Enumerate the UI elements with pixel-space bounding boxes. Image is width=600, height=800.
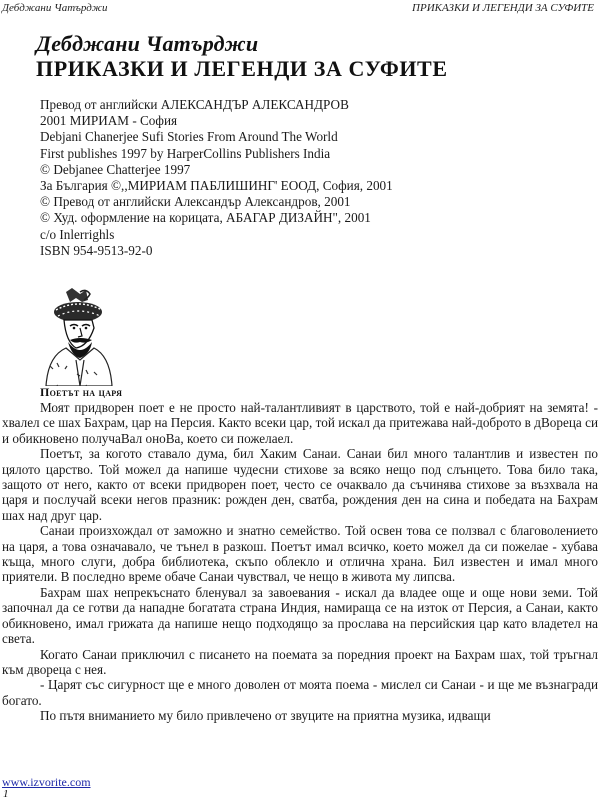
story-body <box>2 400 598 724</box>
imprint-line: Debjani Chanerjee Sufi Stories From Around The World <box>40 129 338 145</box>
imprint-line: За България ©,,МИРИАМ ПАБЛИШИНГ' ЕООД, София, 2001 <box>40 178 393 194</box>
story-paragraph: Поетът, за когото ставало дума, бил Хаким Санаи. Санаи бил много талантлив и известен по цялото царство. Той можел да напише чудесни стихове за всяко нещо под слънцето. Това било така, защото от него, както от всеки придворен поет, често се очаквало да съчинява стихове за възхвала на царя и послучай всеки негов празник: рожден ден, сватба, рождения ден на сина и победата на Бахрам шах над друг цар. <box>2 446 598 523</box>
page-number: 1 <box>3 788 9 800</box>
imprint-line: © Худ. оформление на корицата, АБАГАР ДИЗАЙН", 2001 <box>40 210 371 226</box>
book-title: ПРИКАЗКИ И ЛЕГЕНДИ ЗА СУФИТЕ <box>36 56 448 81</box>
story-paragraph: Бахрам шах непрекъснато бленувал за завоевания - искал да владее още и още нови земи. Той започнал да се готви да нападне богатата страна Индия, намираща се на изток от Персия, а Санаи, както обикновено, имал грижата да напише нещо подходящо за прослава на персийския цар като владетел на света. <box>2 584 598 647</box>
imprint-line: ISBN 954-9513-92-0 <box>40 242 153 258</box>
story-title: Поетът на царя <box>40 385 123 399</box>
imprint-block <box>40 97 393 259</box>
imprint-line: First publishes 1997 by HarperCollins Publishers India <box>40 145 331 161</box>
imprint-line: 2001 МИРИАМ - София <box>40 113 178 129</box>
running-header-title: ПРИКАЗКИ И ЛЕГЕНДИ ЗА СУФИТЕ <box>412 2 594 14</box>
running-header <box>2 1 594 15</box>
imprint-line: Превод от английски АЛЕКСАНДЪР АЛЕКСАНДРОВ <box>40 97 349 112</box>
imprint-line: © Debjanee Chatterjee 1997 <box>40 161 191 177</box>
title-block <box>36 32 448 82</box>
story-paragraph: Когато Санаи приключил с писането на поемата за поредния проект на Бахрам шах, той тръгнал към двореца с нея. <box>2 646 598 677</box>
running-header-author: Дебджани Чатърджи <box>2 2 108 14</box>
story-paragraph: По пътя вниманието му било привлечено от звуците на приятна музика, идващи <box>40 708 491 724</box>
story-paragraph: Санаи произхождал от заможно и знатно семейство. Той освен това се ползвал с благоволението на царя, а това означавало, че тънел в разкош. Поетът имал всичко, което можел да си пожелае - хубава къща, много слуги, добра библиотека, скъпо облекло и отлична храна. Бил известен и имал много приятели. В последно време обаче Санаи чувствал, че нещо в живота му липсва. <box>2 523 598 585</box>
website-link[interactable]: www.izvorite.com <box>2 775 91 789</box>
story-paragraph: - Царят със сигурност ще е много доволен от моята поема - мислел си Санаи - и ще ме възнагради богато. <box>2 677 598 708</box>
portrait-of-turbaned-man-icon <box>36 286 116 386</box>
imprint-line: © Превод от английски Александър Александров, 2001 <box>40 194 351 210</box>
story-paragraph: Моят придворен поет е не просто най-талантливият в царството, той е най-добрият на земята! - хвалел се шах Бахрам, цар на Персия. Както всеки цар, той искал да притежава най-доброто в дВореца си и обикновено получаВал оноВа, което си пожелаел. <box>2 400 598 446</box>
author-name: Дебджани Чатърджи <box>36 31 259 56</box>
imprint-line: c/o Inlerrighls <box>40 226 115 242</box>
